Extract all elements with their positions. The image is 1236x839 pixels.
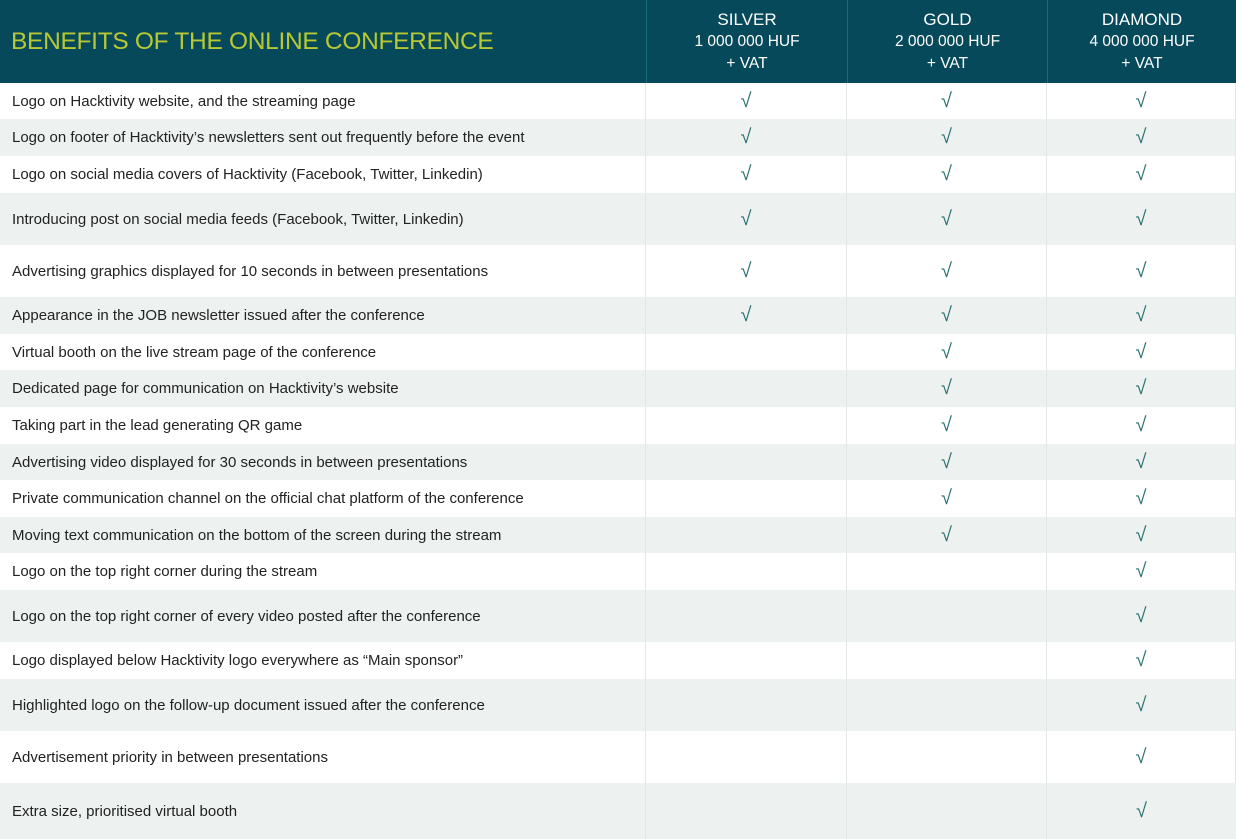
- benefit-label: Taking part in the lead generating QR game: [0, 407, 646, 444]
- benefit-label: Logo on footer of Hacktivity’s newsletters sent out frequently before the event: [0, 119, 646, 156]
- tier-header-silver: [646, 0, 847, 83]
- empty-cell: [847, 783, 1047, 839]
- check-icon: √: [1047, 334, 1236, 370]
- benefit-label: Advertising video displayed for 30 seconds in between presentations: [0, 444, 646, 480]
- tier-header-gold: [847, 0, 1047, 83]
- benefit-label: Logo displayed below Hacktivity logo everywhere as “Main sponsor”: [0, 642, 646, 679]
- benefit-label: Advertising graphics displayed for 10 seconds in between presentations: [0, 245, 646, 297]
- benefit-label: Logo on the top right corner of every video posted after the conference: [0, 590, 646, 642]
- check-icon: √: [1047, 517, 1236, 553]
- check-icon: √: [847, 370, 1047, 407]
- check-icon: √: [1047, 679, 1236, 731]
- check-icon: √: [847, 156, 1047, 193]
- check-icon: √: [1047, 193, 1236, 245]
- benefit-label: Logo on social media covers of Hacktivity (Facebook, Twitter, Linkedin): [0, 156, 646, 193]
- check-icon: √: [847, 119, 1047, 156]
- empty-cell: [646, 334, 847, 370]
- check-icon: √: [1047, 370, 1236, 407]
- empty-cell: [646, 480, 847, 517]
- empty-cell: [646, 783, 847, 839]
- empty-cell: [847, 553, 1047, 590]
- benefit-label: Private communication channel on the official chat platform of the conference: [0, 480, 646, 517]
- benefit-label: Introducing post on social media feeds (Facebook, Twitter, Linkedin): [0, 193, 646, 245]
- check-icon: √: [1047, 480, 1236, 517]
- check-icon: √: [1047, 553, 1236, 590]
- benefit-label: Appearance in the JOB newsletter issued after the conference: [0, 297, 646, 334]
- check-icon: √: [1047, 156, 1236, 193]
- empty-cell: [847, 731, 1047, 783]
- check-icon: √: [847, 193, 1047, 245]
- check-icon: √: [646, 156, 847, 193]
- benefit-label: Virtual booth on the live stream page of the conference: [0, 334, 646, 370]
- empty-cell: [646, 553, 847, 590]
- table-title-cell: [0, 0, 646, 83]
- tier-price: 1 000 000 HUF: [694, 32, 800, 50]
- tier-price: 2 000 000 HUF: [894, 32, 1001, 50]
- tier-vat: + VAT: [726, 54, 768, 72]
- check-icon: √: [1047, 444, 1236, 480]
- check-icon: √: [646, 193, 847, 245]
- table-title: BENEFITS OF THE ONLINE CONFERENCE: [11, 27, 494, 55]
- benefit-label: Advertisement priority in between presentations: [0, 731, 646, 783]
- tier-name: GOLD: [923, 9, 972, 29]
- check-icon: √: [646, 297, 847, 334]
- check-icon: √: [847, 407, 1047, 444]
- check-icon: √: [1047, 245, 1236, 297]
- empty-cell: [847, 590, 1047, 642]
- check-icon: √: [847, 297, 1047, 334]
- check-icon: √: [847, 444, 1047, 480]
- tier-vat: + VAT: [1121, 54, 1163, 72]
- empty-cell: [646, 370, 847, 407]
- empty-cell: [646, 590, 847, 642]
- empty-cell: [847, 679, 1047, 731]
- check-icon: √: [1047, 590, 1236, 642]
- tier-name: SILVER: [717, 9, 777, 29]
- benefit-label: Extra size, prioritised virtual booth: [0, 783, 646, 839]
- benefit-label: Logo on Hacktivity website, and the streaming page: [0, 83, 646, 119]
- check-icon: √: [1047, 642, 1236, 679]
- check-icon: √: [847, 517, 1047, 553]
- check-icon: √: [1047, 119, 1236, 156]
- check-icon: √: [646, 83, 847, 119]
- check-icon: √: [1047, 407, 1236, 444]
- check-icon: √: [847, 334, 1047, 370]
- benefit-label: Dedicated page for communication on Hacktivity’s website: [0, 370, 646, 407]
- check-icon: √: [646, 119, 847, 156]
- empty-cell: [646, 444, 847, 480]
- empty-cell: [646, 642, 847, 679]
- check-icon: √: [847, 83, 1047, 119]
- empty-cell: [646, 731, 847, 783]
- tier-header-diamond: [1047, 0, 1236, 83]
- check-icon: √: [1047, 731, 1236, 783]
- empty-cell: [646, 407, 847, 444]
- check-icon: √: [646, 245, 847, 297]
- check-icon: √: [1047, 297, 1236, 334]
- check-icon: √: [847, 245, 1047, 297]
- tier-vat: + VAT: [926, 54, 969, 72]
- check-icon: √: [847, 480, 1047, 517]
- tier-price: 4 000 000 HUF: [1089, 32, 1195, 50]
- check-icon: √: [1047, 83, 1236, 119]
- tier-name: DIAMOND: [1101, 9, 1183, 29]
- empty-cell: [646, 517, 847, 553]
- check-icon: √: [1047, 783, 1236, 839]
- benefit-label: Moving text communication on the bottom of the screen during the stream: [0, 517, 646, 553]
- empty-cell: [847, 642, 1047, 679]
- benefit-label: Highlighted logo on the follow-up document issued after the conference: [0, 679, 646, 731]
- benefit-label: Logo on the top right corner during the stream: [0, 553, 646, 590]
- empty-cell: [646, 679, 847, 731]
